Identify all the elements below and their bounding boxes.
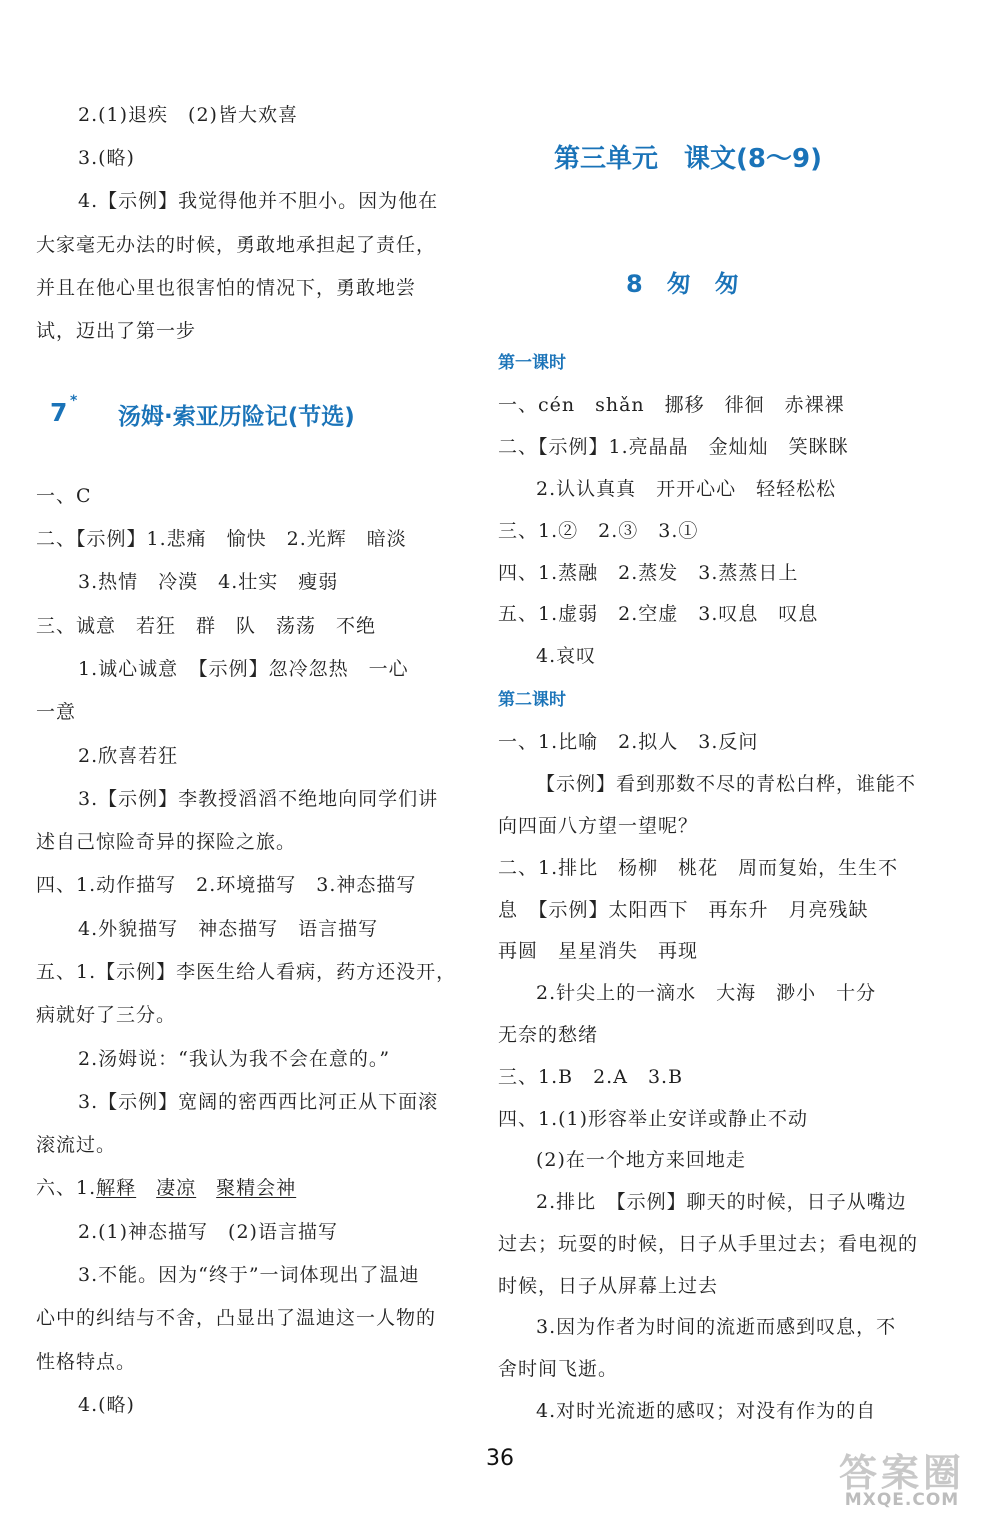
lesson-title: 8 匆 匆 [626,270,739,298]
answer-line: 一意 [36,701,77,723]
watermark [812,1442,992,1514]
answer-line: 息 【示例】太阳西下 再东升 月亮残缺 [498,899,869,921]
answer-line: (2)在一个地方来回地走 [536,1149,746,1171]
section-heading: 第二课时 [498,690,566,710]
answer-line: 舍时间飞逝。 [498,1358,619,1380]
answer-line: 四、1.(1)形容举止安详或静止不动 [498,1108,809,1130]
lesson-number: 7 [50,398,68,427]
answer-line: 再圆 星星消失 再现 [498,940,699,962]
answer-line: 病就好了三分。 [36,1004,177,1026]
answer-line: 一、C [36,485,92,507]
answer-line: 大家毫无办法的时候，勇敢地承担起了责任， [36,234,437,256]
answer-line: 无奈的愁绪 [498,1024,599,1046]
answer-line: 【示例】看到那数不尽的青松白桦，谁能不 [536,773,917,795]
answer-line: 2.(1)退疾 (2)皆大欢喜 [78,104,298,126]
answer-line: 2.认认真真 开开心心 轻轻松松 [536,478,837,500]
watermark-url: MXQE.COM [844,1490,960,1510]
answer-line: 心中的纠结与不舍，凸显出了温迪这一人物的 [36,1307,437,1329]
answer-line: 述自己惊险奇异的探险之旅。 [36,831,297,853]
answer-line: 二、1.排比 杨柳 桃花 周而复始，生生不 [498,857,899,879]
answer-line: 三、诚意 若狂 群 队 荡荡 不绝 [36,615,377,637]
watermark-logo-text: 答案圈 [838,1451,965,1495]
answer-line: 2.欣喜若狂 [78,745,179,767]
lesson-title: 汤姆·索亚历险记(节选) [118,404,355,430]
answer-line: 三、1.② 2.③ 3.① [498,520,699,542]
answer-line: 五、1.【示例】李医生给人看病，药方还没开， [36,961,457,983]
lesson-star: * [70,393,78,409]
answer-line: 3.(略) [78,147,135,169]
answer-line: 滚流过。 [36,1134,117,1156]
answer-line: 二、【示例】1.亮晶晶 金灿灿 笑眯眯 [498,436,849,458]
underlined-word: 聚精会神 [216,1177,297,1199]
answer-line: 性格特点。 [36,1351,137,1373]
answer-line: 五、1.虚弱 2.空虚 3.叹息 叹息 [498,603,819,625]
answer-line: 2.汤姆说：“我认为我不会在意的。” [78,1048,391,1070]
answer-line: 2.针尖上的一滴水 大海 渺小 十分 [536,982,877,1004]
answer-line: 4.对时光流逝的感叹；对没有作为的自 [536,1400,877,1422]
answer-line: 4.外貌描写 神态描写 语言描写 [78,918,379,940]
answer-line: 4.(略) [78,1394,135,1416]
unit-title: 第三单元 课文(8～9) [554,144,822,174]
answer-line: 二、【示例】1.悲痛 愉快 2.光辉 暗淡 [36,528,407,550]
answer-line: 四、1.动作描写 2.环境描写 3.神态描写 [36,874,417,896]
answer-line: 3.【示例】李教授滔滔不绝地向同学们讲 [78,788,439,810]
underlined-word: 解释 [96,1177,137,1199]
answer-line [36,1175,296,1201]
section-heading: 第一课时 [498,353,566,373]
answer-line: 3.【示例】宽阔的密西西比河正从下面滚 [78,1091,439,1113]
answer-line: 向四面八方望一望呢？ [498,815,699,837]
answer-line: 2.排比 【示例】聊天的时候，日子从嘴边 [536,1191,907,1213]
answer-line: 3.因为作者为时间的流逝而感到叹息，不 [536,1316,897,1338]
answer-line: 3.不能。因为“终于”一词体现出了温迪 [78,1264,420,1286]
answer-line: 三、1.B 2.A 3.B [498,1066,684,1088]
answer-line: 四、1.蒸融 2.蒸发 3.蒸蒸日上 [498,562,799,584]
underlined-word: 凄凉 [156,1177,197,1199]
answer-line: 并且在他心里也很害怕的情况下，勇敢地尝 [36,277,417,299]
answer-line: 2.(1)神态描写 (2)语言描写 [78,1221,338,1243]
answer-line: 时候，日子从屏幕上过去 [498,1275,719,1297]
answer-line: 过去；玩耍的时候，日子从手里过去；看电视的 [498,1233,919,1255]
answer-line: 一、cén shǎn 挪移 徘徊 赤裸裸 [498,394,845,416]
answer-line: 3.热情 冷漠 4.壮实 瘦弱 [78,571,339,593]
page-number: 36 [486,1446,514,1471]
answer-line: 试，迈出了第一步 [36,320,197,342]
answer-line: 4.哀叹 [536,645,597,667]
answer-line: 4.【示例】我觉得他并不胆小。因为他在 [78,190,439,212]
answer-line: 1.诚心诚意 【示例】忽冷忽热 一心 [78,658,409,680]
answer-line: 一、1.比喻 2.拟人 3.反问 [498,731,759,753]
question-prefix: 六、1. [36,1177,97,1199]
